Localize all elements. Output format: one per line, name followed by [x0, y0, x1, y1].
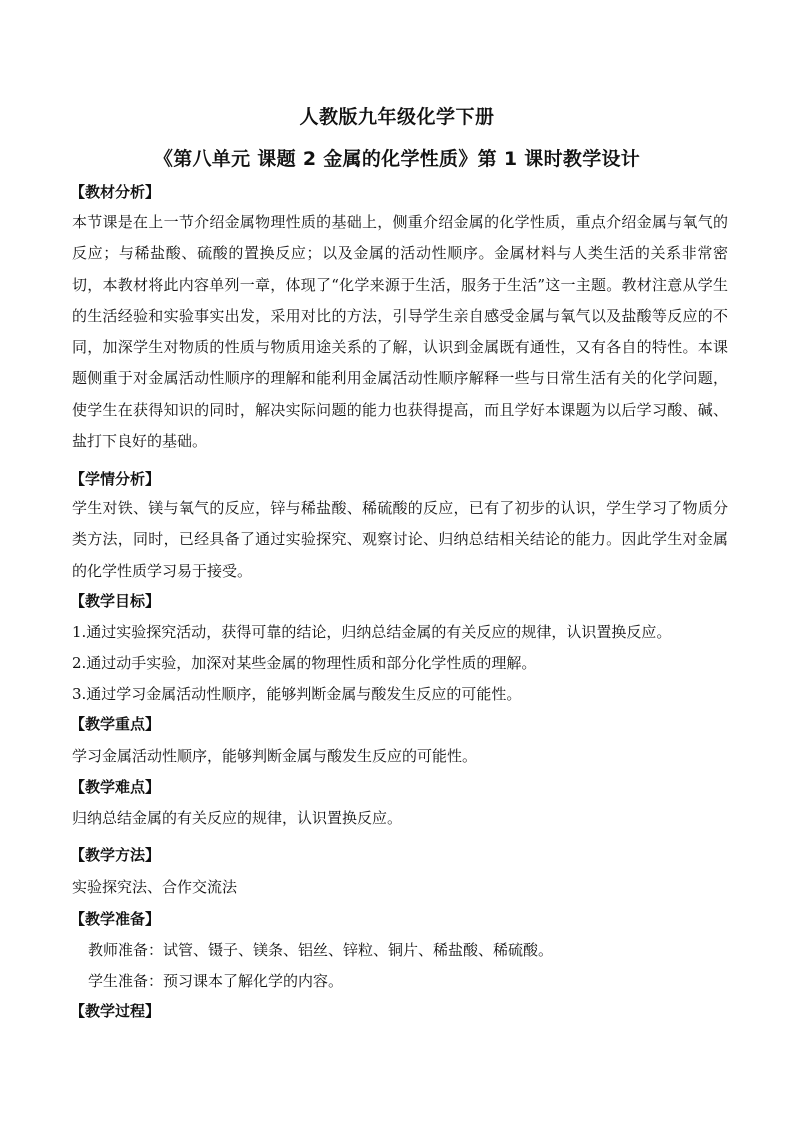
heading-student-analysis: 【学情分析】: [70, 470, 161, 488]
heading-key-points: 【教学重点】: [70, 715, 161, 733]
objective-item-3: 3.通过学习金属活动性顺序，能够判断金属与酸发生反应的可能性。: [72, 685, 522, 703]
objective-item-1: 1.通过实验探究活动，获得可靠的结论，归纳总结金属的有关反应的规律，认识置换反应。: [72, 623, 672, 641]
teacher-preparation-text: 教师准备：试管、镊子、镁条、铝丝、锌粒、铜片、稀盐酸、稀硫酸。: [88, 941, 554, 959]
methods-text: 实验探究法、合作交流法: [72, 878, 238, 896]
student-preparation-text: 学生准备：预习课本了解化学的内容。: [88, 972, 344, 990]
paragraph-student-analysis: 学生对铁、镁与氧气的反应，锌与稀盐酸、稀硫酸的反应，已有了初步的认识，学生学习了物质分类方法，同时，已经具备了通过实验探究、观察讨论、归纳总结相关结论的能力。因此学生对金属的化学性质学习易于接受。: [72, 499, 728, 580]
difficulties-text: 归纳总结金属的有关反应的规律，认识置换反应。: [72, 809, 403, 827]
document-subtitle: 《第八单元 课题 2 金属的化学性质》第 1 课时教学设计: [153, 148, 641, 170]
paragraph-textbook-analysis: 本节课是在上一节介绍金属物理性质的基础上，侧重介绍金属的化学性质，重点介绍金属与氧气的反应；与稀盐酸、硫酸的置换反应；以及金属的活动性顺序。金属材料与人类生活的关系非常密切，本教材将此内容单列一章，体现了“化学来源于生活，服务于生活”这一主题。教材注意从学生的生活经验和实验事实出发，采用对比的方法，引导学生亲自感受金属与氧气以及盐酸等反应的不同，加深学生对物质的性质与物质用途关系的了解，认识到金属既有通性，又有各自的特性。本课题侧重于对金属活动性顺序的理解和能利用金属活动性顺序解释一些与日常生活有关的化学问题，使学生在获得知识的同时，解决实际问题的能力也获得提高，而且学好本课题为以后学习酸、碱、盐打下良好的基础。: [72, 213, 728, 451]
heading-teaching-process: 【教学过程】: [70, 1002, 161, 1020]
heading-textbook-analysis: 【教材分析】: [70, 183, 161, 201]
heading-objectives: 【教学目标】: [70, 592, 161, 610]
key-points-text: 学习金属活动性顺序，能够判断金属与酸发生反应的可能性。: [72, 747, 478, 765]
objective-item-2: 2.通过动手实验，加深对某些金属的物理性质和部分化学性质的理解。: [72, 654, 537, 672]
heading-methods: 【教学方法】: [70, 846, 161, 864]
heading-preparation: 【教学准备】: [70, 910, 161, 928]
heading-difficulties: 【教学难点】: [70, 778, 161, 796]
document-title: 人教版九年级化学下册: [299, 106, 495, 128]
